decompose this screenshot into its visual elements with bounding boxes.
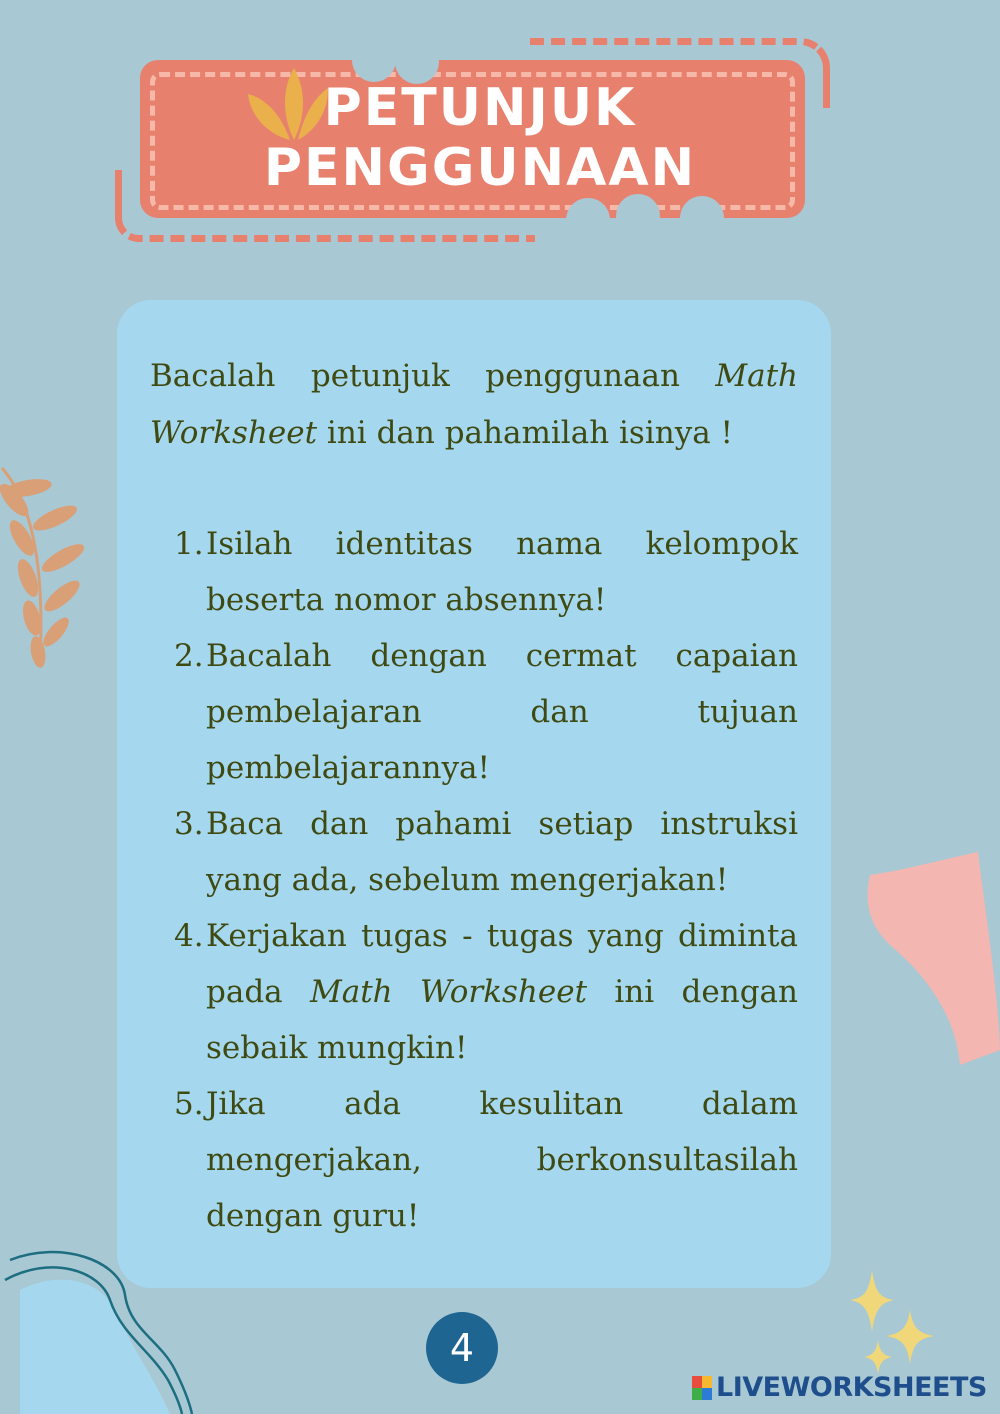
banner-notch — [352, 38, 396, 82]
list-item — [150, 1076, 798, 1244]
brand-name: LIVEWORKSHEETS — [716, 1372, 987, 1403]
sparkle-icon — [850, 1270, 945, 1380]
list-item-number: 2. — [174, 638, 204, 674]
list-item-text: Baca dan pahami setiap instruksi yang ada, sebelum mengerjakan! — [206, 806, 798, 898]
list-item-text-end: ini dengan sebaik mungkin! — [206, 974, 798, 1066]
list-item — [150, 516, 798, 628]
list-item — [150, 796, 798, 908]
intro-paragraph — [150, 348, 798, 462]
banner-notch — [680, 196, 724, 240]
list-item — [150, 628, 798, 796]
banner-notch — [616, 194, 660, 238]
title-line-2: PENGGUNAAN — [263, 138, 697, 198]
list-item-text: Kerjakan tugas - tugas yang diminta pada — [206, 918, 798, 1010]
list-item-text: Jika ada kesulitan dalam mengerjakan, berkonsultasilah dengan guru! — [206, 1086, 798, 1234]
list-item-text: Bacalah dengan cermat capaian pembelajaran dan tujuan pembelajarannya! — [206, 638, 798, 786]
intro-italic: Math Worksheet — [150, 358, 798, 451]
instruction-list — [150, 516, 798, 1244]
intro-text: Bacalah petunjuk penggunaan — [150, 358, 716, 394]
banner-notch — [566, 198, 610, 242]
page-title — [250, 78, 710, 198]
list-item — [150, 908, 798, 1076]
page-number-badge: 4 — [426, 1312, 498, 1384]
brand-logo-icon — [692, 1376, 712, 1400]
brand-watermark — [692, 1372, 987, 1403]
list-item-text: Isilah identitas nama kelompok beserta nomor absennya! — [206, 526, 798, 618]
pink-flag-shape — [860, 850, 1000, 1070]
list-item-italic: Math Worksheet — [310, 974, 588, 1010]
list-item-number: 5. — [174, 1086, 204, 1122]
list-item-number: 4. — [174, 918, 204, 954]
title-line-1: PETUNJUK — [323, 78, 637, 138]
list-item-number: 3. — [174, 806, 204, 842]
leaf-sprig-icon — [0, 460, 100, 670]
intro-text-end: ini dan pahamilah isinya ! — [317, 415, 734, 451]
list-item-number: 1. — [174, 526, 204, 562]
